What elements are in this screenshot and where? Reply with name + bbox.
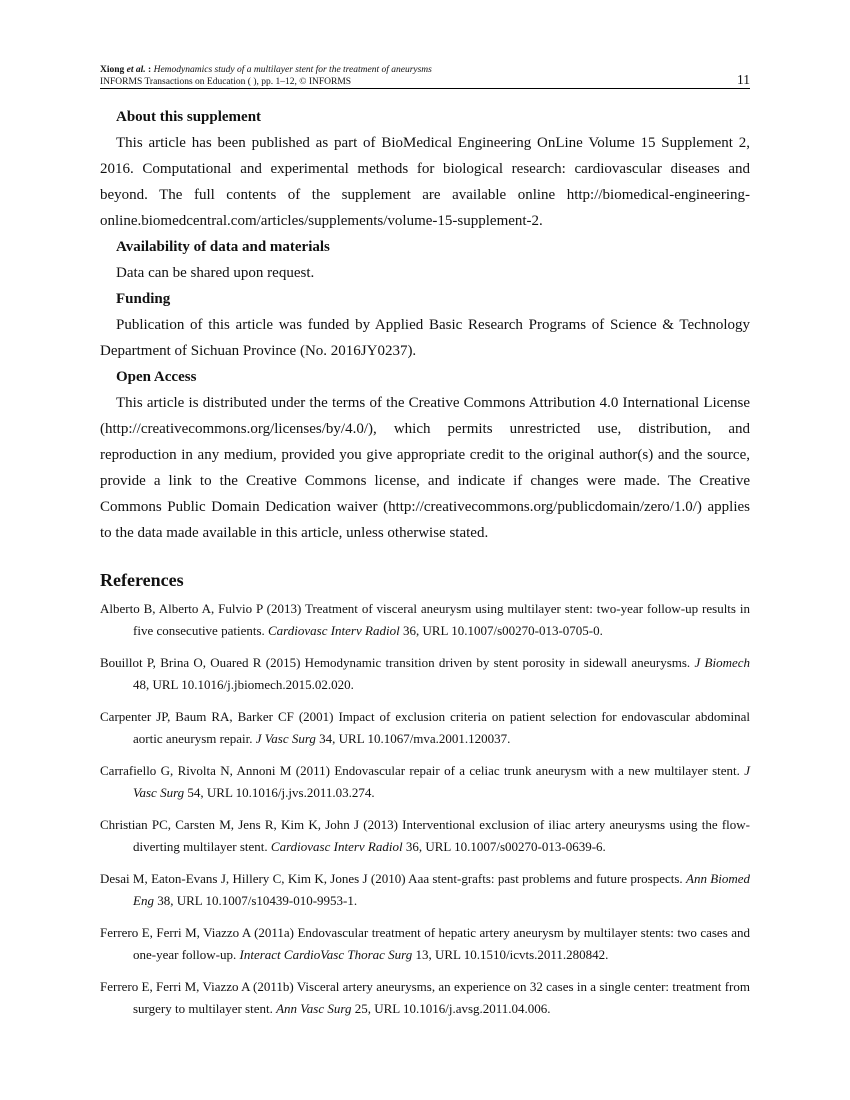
section-heading: Open Access [116, 369, 197, 385]
reference-list [100, 598, 750, 1020]
page-number: 11 [737, 72, 750, 87]
section-heading: About this supplement [116, 109, 262, 125]
header-author-title [100, 64, 750, 76]
header-rule [100, 88, 750, 89]
reference-item: Ferrero E, Ferri M, Viazzo A (2011b) Visceral artery aneurysms, an experience on 32 cases in a single center: treatment from surgery to multilayer stent. Ann Vasc Surg 25, URL 10.1016/j.avsg.2011.04.006. [100, 979, 750, 1016]
header-etal: et al. [126, 65, 146, 75]
section-availability [100, 234, 750, 286]
header-journal: INFORMS Transactions on Education ( ), pp. 1–12, © INFORMS [100, 77, 352, 87]
page-body [100, 104, 750, 1030]
header-article-title: Hemodynamics study of a multilayer stent for the treatment of aneurysms [153, 65, 432, 75]
section-open-access [100, 364, 750, 546]
header-separator: : [148, 65, 152, 75]
reference-item: Carpenter JP, Baum RA, Barker CF (2001) Impact of exclusion criteria on patient selection for endovascular abdominal aortic aneurysm repair. J Vasc Surg 34, URL 10.1067/mva.2001.120037. [100, 709, 750, 746]
reference-item: Alberto B, Alberto A, Fulvio P (2013) Treatment of visceral aneurysm using multilayer stent: two-year follow-up results in five consecutive patients. Cardiovasc Interv Radiol 36, URL 10.1007/s00270-013-0705-0. [100, 601, 750, 638]
reference-item: Bouillot P, Brina O, Ouared R (2015) Hemodynamic transition driven by stent porosity in sidewall aneurysms. J Biomech 48, URL 10.1016/j.jbiomech.2015.02.020. [100, 655, 750, 692]
section-heading: Funding [116, 291, 171, 307]
reference-item: Carrafiello G, Rivolta N, Annoni M (2011) Endovascular repair of a celiac trunk aneurysm with a new multilayer stent. J Vasc Surg 54, URL 10.1016/j.jvs.2011.03.274. [100, 763, 750, 800]
section-funding [100, 286, 750, 364]
section-paragraph: Publication of this article was funded by Applied Basic Research Programs of Science & Technology Department of Sichuan Province (No. 2016JY0237). [100, 317, 750, 359]
reference-item: Christian PC, Carsten M, Jens R, Kim K, John J (2013) Interventional exclusion of iliac artery aneurysms using the flow-diverting multilayer stent. Cardiovasc Interv Radiol 36, URL 10.1007/s00270-013-0639-6. [100, 817, 750, 854]
header-author: Xiong [100, 65, 125, 75]
reference-item: Ferrero E, Ferri M, Viazzo A (2011a) Endovascular treatment of hepatic artery aneurysm by multilayer stents: two cases and one-year follow-up. Interact CardioVasc Thorac Surg 13, URL 10.1510/icvts.2011.280842. [100, 925, 750, 962]
section-paragraph: Data can be shared upon request. [116, 265, 315, 281]
reference-item: Desai M, Eaton-Evans J, Hillery C, Kim K, Jones J (2010) Aaa stent-grafts: past problems and future prospects. Ann Biomed Eng 38, URL 10.1007/s10439-010-9953-1. [100, 871, 750, 908]
section-paragraph: This article is distributed under the terms of the Creative Commons Attribution 4.0 International License (http://creativecommons.org/licenses/by/4.0/), which permits unrestricted use, distribution, and reproduction in any medium, provided you give appropriate credit to the original author(s) and the source, provide a link to the Creative Commons license, and indicate if changes were made. The Creative Commons Public Domain Dedication waiver (http://creativecommons.org/publicdomain/zero/1.0/) applies to the data made available in this article, unless otherwise stated. [100, 395, 750, 541]
running-header [100, 64, 750, 88]
references-heading: References [100, 570, 184, 590]
section-about-supplement [100, 104, 750, 234]
section-heading: Availability of data and materials [116, 239, 330, 255]
section-paragraph: This article has been published as part of BioMedical Engineering OnLine Volume 15 Supplement 2, 2016. Computational and experimental methods for biological research: cardiovascular diseases and beyond. The full contents of the supplement are available online http://biomedical-engineering-online.biomedcentral.com/articles/supplements/volume-15-supplement-2. [100, 135, 750, 229]
